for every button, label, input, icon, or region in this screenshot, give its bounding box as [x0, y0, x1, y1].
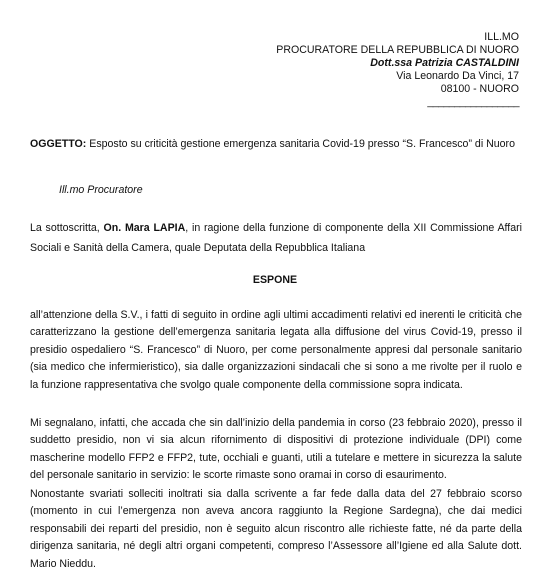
body-paragraph-2: Mi segnalano, infatti, che accada che sin dall’inizio della pandemia in corso (23 febbraio 2020), presso il suddetto presidio, non vi sia alcun rifornimento di dispositivi di protezione individuale (DPI) come mascherine modello FFP2 e FFP2, tute, occhiali e guanti, utili a tutelare e mettere in sicurezza la salute del personale sanitario in servizio: le scorte rimaste sono oramai in corso di esaurimento.	[30, 417, 522, 482]
recipient-office: PROCURATORE DELLA REPUBBLICA DI NUORO	[276, 44, 519, 56]
recipient-street: Via Leonardo Da Vinci, 17	[396, 70, 519, 82]
salutation: Ill.mo Procuratore	[59, 184, 143, 196]
intro-before: La sottoscritta,	[30, 222, 104, 234]
intro-paragraph	[30, 218, 522, 258]
recipient-honorific: ILL.MO	[484, 31, 519, 43]
recipient-address-block	[276, 31, 519, 109]
subject-label: OGGETTO:	[30, 138, 87, 150]
sender-name: On. Mara LAPIA	[103, 222, 186, 234]
recipient-city: 08100 - NUORO	[440, 83, 519, 95]
subject-text: Esposto su criticità gestione emergenza sanitaria Covid-19 presso “S. Francesco” di Nuoro	[86, 138, 515, 150]
section-heading: ESPONE	[252, 274, 298, 286]
recipient-name: Dott.ssa Patrizia CASTALDINI	[370, 57, 519, 69]
body-paragraph-3: Nonostante svariati solleciti inoltrati sia dalla scrivente a far fede dalla data del 27 febbraio scorso (momento in cui l’emergenza non aveva ancora raggiunto la Regione Sardegna), che dai medici responsabili dei reparti del presidio, non è seguito alcun riscontro alle richieste fatte, né da parte della dirigenza sanitaria, né degli altri organi competenti, compreso l’Assessore all’Igiene ed alla Salute dott. Mario Nieddu.	[30, 488, 522, 570]
subject-line	[30, 136, 515, 153]
intro-after: , in ragione della funzione di componente della XII Commissione Affari Sociali e Sanità della Camera, quale Deputata della Repubblica Italiana	[30, 222, 522, 254]
body-paragraph-1: all’attenzione della S.V., i fatti di seguito in ordine agli ultimi accadimenti relativi ed inerenti le criticità che caratterizzano la gestione dell’emergenza sanitaria legata alla diffusione del virus Covid-19, presso il presidio ospedaliero “S. Francesco” di Nuoro, per come personalmente appresi dal personale sanitario (sia medico che infermieristico), sia dalle organizzazioni sindacali che si sono a me rivolte per il ruolo e la funzione rappresentativa che svolgo quale componente della commissione sopra indicata.	[30, 309, 522, 391]
address-underline: _________________	[427, 96, 519, 108]
